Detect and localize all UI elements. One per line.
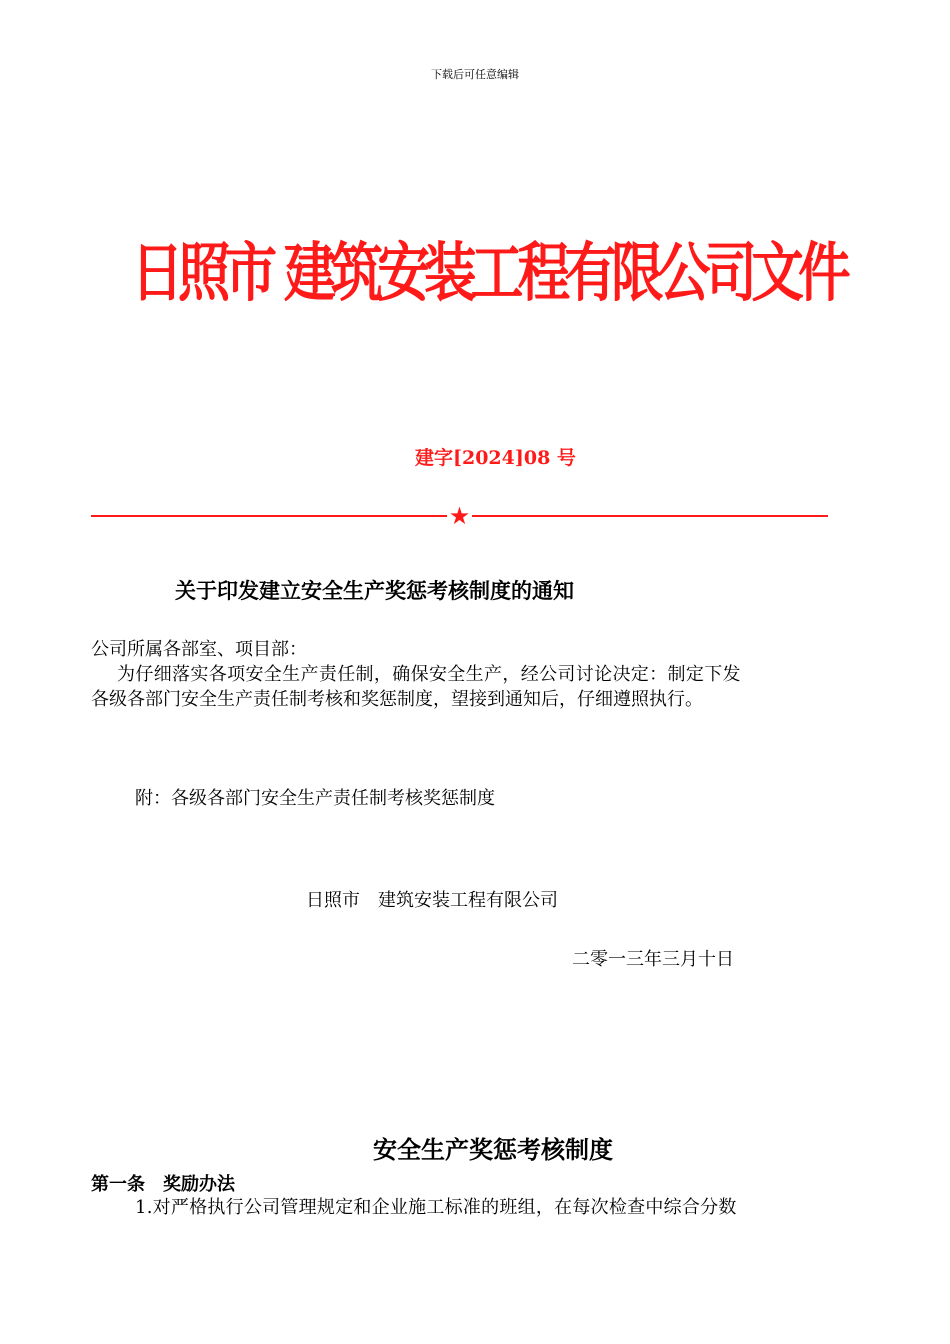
letterhead-title: 日照市 建筑安装工程有限公司文件 [131, 237, 845, 311]
signature-company: 日照市 建筑安装工程有限公司 [306, 890, 558, 911]
signature-date: 二零一三年三月十日 [572, 949, 734, 970]
article-1-title: 第一条 奖励办法 [91, 1174, 235, 1195]
star-icon: ★ [448, 502, 471, 530]
divider-right [472, 515, 828, 517]
attachment-line: 附：各级各部门安全生产责任制考核奖惩制度 [135, 788, 495, 809]
document-number: 建字[2024]08 号 [415, 447, 576, 469]
article-1-item-1: 1.对严格执行公司管理规定和企业施工标准的班组，在每次检查中综合分数 [135, 1197, 737, 1218]
body-paragraph-line-2: 各级各部门安全生产责任制考核和奖惩制度，望接到通知后，仔细遵照执行。 [91, 689, 703, 710]
header-note: 下载后可任意编辑 [431, 68, 519, 81]
divider-left [91, 515, 447, 517]
body-paragraph-line-1: 为仔细落实各项安全生产责任制，确保安全生产，经公司讨论决定：制定下发 [117, 664, 741, 685]
salutation: 公司所属各部室、项目部： [91, 639, 307, 660]
notice-title: 关于印发建立安全生产奖惩考核制度的通知 [175, 578, 574, 603]
regulation-title: 安全生产奖惩考核制度 [373, 1135, 613, 1164]
